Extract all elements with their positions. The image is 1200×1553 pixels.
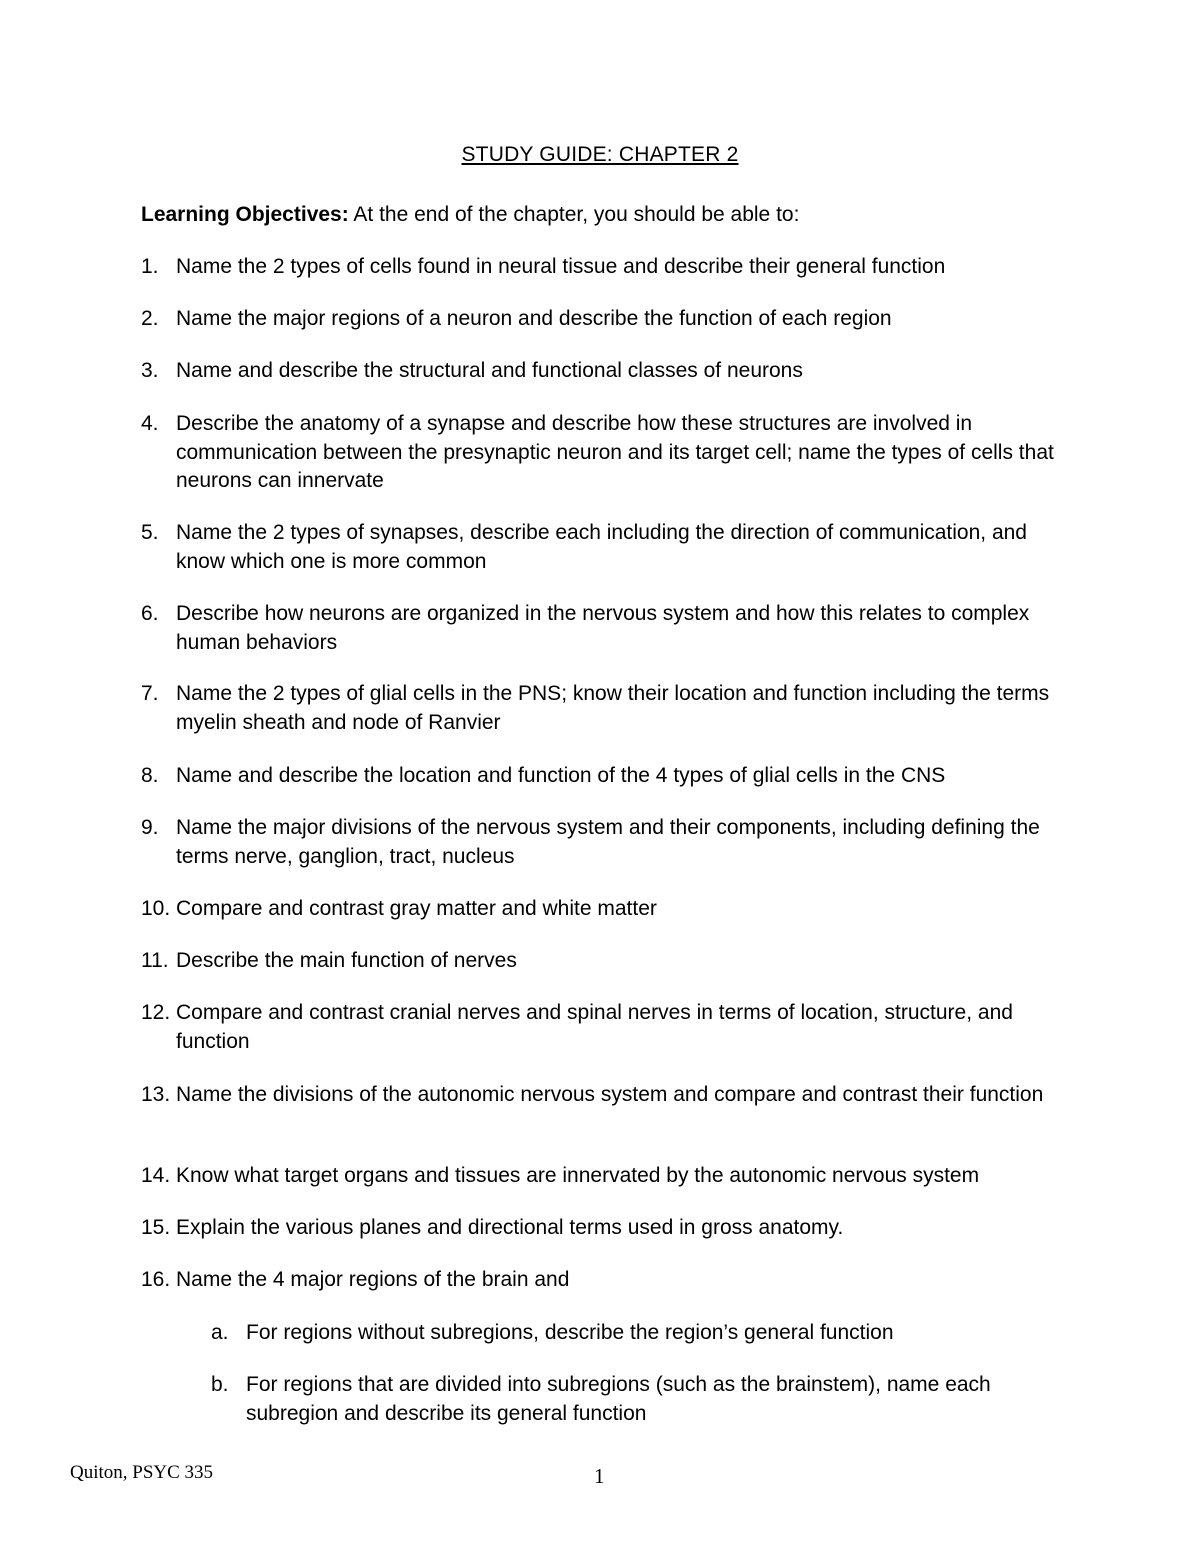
item-text: Compare and contrast gray matter and white matter [176,897,657,920]
item-text: Describe how neurons are organized in the nervous system and how this relates to complex human behaviors [176,602,1030,654]
item-number: 3. [141,359,159,382]
item-number: 13. [141,1083,171,1106]
page-number: 1 [594,1464,605,1488]
item-number: 1. [141,255,159,278]
item-text: Name the 4 major regions of the brain and [176,1268,570,1291]
item-text: Know what target organs and tissues are innervated by the autonomic nervous system [176,1164,980,1187]
item-number: 16. [141,1268,171,1291]
objectives-intro [141,201,799,229]
item-text: Name and describe the structural and functional classes of neurons [176,359,803,382]
sub-item-text: For regions that are divided into subregions (such as the brainstem), name each subregion and describe its general function [246,1373,991,1425]
objectives-intro-text: At the end of the chapter, you should be able to: [353,203,800,226]
item-number: 10. [141,897,171,920]
item-number: 14. [141,1164,171,1187]
item-text: Describe the main function of nerves [176,949,517,972]
item-text: Explain the various planes and directional terms used in gross anatomy. [176,1216,844,1239]
sub-item-text: For regions without subregions, describe the region’s general function [246,1321,894,1344]
item-text: Name the major divisions of the nervous system and their components, including defining the terms nerve, ganglion, tract, nucleus [176,816,1040,868]
objectives-label: Learning Objectives: [141,203,349,226]
item-text: Name and describe the location and function of the 4 types of glial cells in the CNS [176,764,946,787]
item-text: Name the major regions of a neuron and describe the function of each region [176,307,892,330]
item-number: 15. [141,1216,171,1239]
item-number: 11. [141,949,169,972]
sub-item-letter: a. [211,1321,229,1344]
item-number: 6. [141,602,159,625]
page-title: STUDY GUIDE: CHAPTER 2 [461,143,739,166]
item-number: 8. [141,764,159,787]
item-number: 12. [141,1001,171,1024]
sub-item-letter: b. [211,1373,229,1396]
item-number: 2. [141,307,159,330]
item-text: Compare and contrast cranial nerves and spinal nerves in terms of location, structure, and function [176,1001,1013,1053]
item-text: Name the 2 types of synapses, describe each including the direction of communication, and know which one is more common [176,521,1027,573]
item-text: Name the 2 types of glial cells in the PNS; know their location and function including the terms myelin sheath and node of Ranvier [176,682,1050,734]
item-text: Name the 2 types of cells found in neural tissue and describe their general function [176,255,946,278]
item-text: Name the divisions of the autonomic nervous system and compare and contrast their function [176,1083,1044,1106]
item-number: 9. [141,816,159,839]
item-text: Describe the anatomy of a synapse and describe how these structures are involved in communication between the presynaptic neuron and its target cell; name the types of cells that neurons can innervate [176,412,1054,492]
footer-author: Quiton, PSYC 335 [70,1462,214,1483]
item-number: 7. [141,682,159,705]
item-number: 4. [141,412,159,435]
item-number: 5. [141,521,159,544]
